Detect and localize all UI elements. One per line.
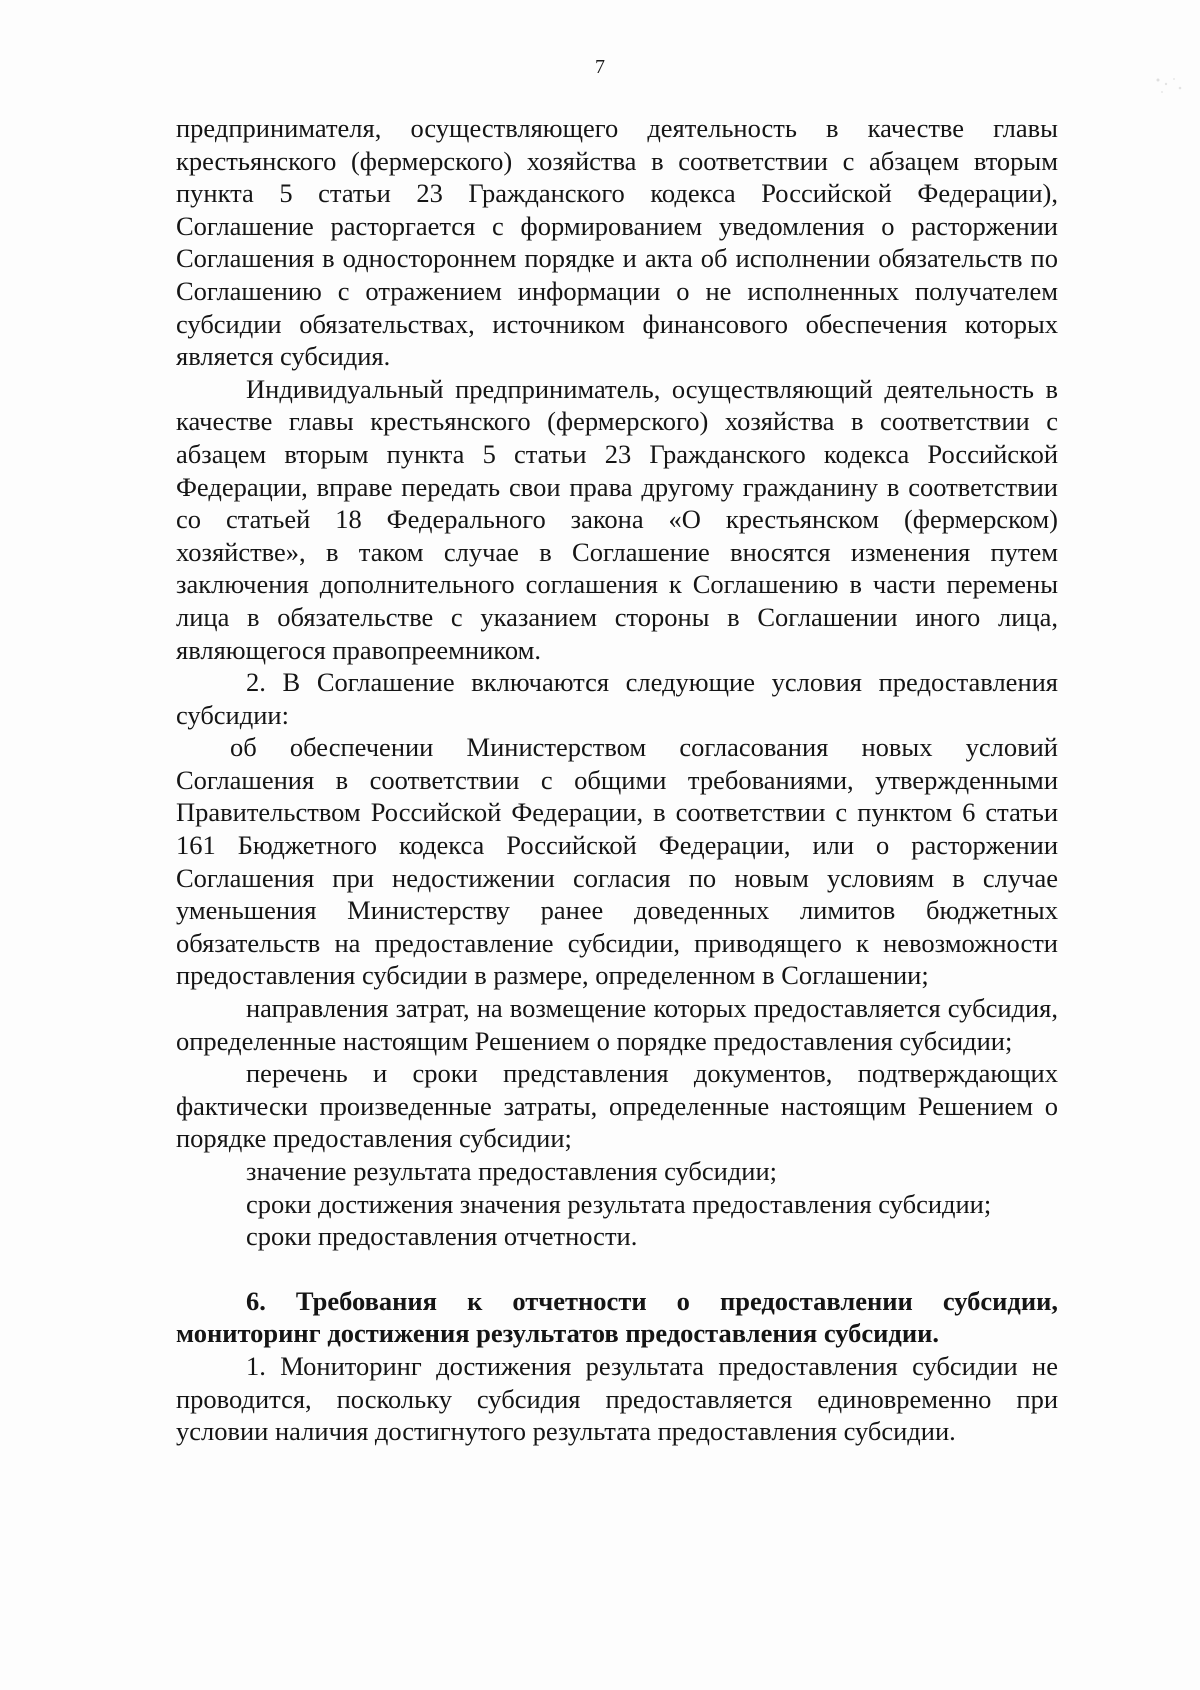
- paragraph-individual-entrepreneur: Индивидуальный предприниматель, осуществляющий деятельность в качестве главы крестьянского (фермерского) хозяйства в соответствии с абзацем вторым пункта 5 статьи 23 Гражданского кодекса Российской Федерации, вправе передать свои права другому гражданину в соответствии со статьей 18 Федерального закона «О крестьянском (фермерском) хозяйстве», в таком случае в Соглашение вносятся изменения путем заключения дополнительного соглашения к Соглашению в части перемены лица в обязательстве с указанием стороны в Соглашении иного лица, являющегося правопреемником.: [176, 373, 1058, 665]
- paragraph-monitoring: 1. Мониторинг достижения результата предоставления субсидии не проводится, поскольку субсидия предоставляется единовременно при условии наличия достигнутого результата предоставления субсидии.: [176, 1350, 1058, 1447]
- paragraph-reporting-deadlines: сроки предоставления отчетности.: [246, 1221, 638, 1252]
- section-heading: 6. Требования к отчетности о предоставлении субсидии, мониторинг достижения результатов предоставления субсидии.: [176, 1285, 1058, 1349]
- paragraph-continuation: предпринимателя, осуществляющего деятельность в качестве главы крестьянского (фермерского) хозяйства в соответствии с абзацем вторым пункта 5 статьи 23 Гражданского кодекса Российской Федерации), Соглашение расторгается с формированием уведомления о расторжении Соглашения в одностороннем порядке и акта об исполнении обязательств по Соглашению с отражением информации о не исполненных получателем субсидии обязательствах, источником финансового обеспечения которых является субсидия.: [176, 113, 1058, 372]
- document-body: [176, 112, 1058, 1448]
- paragraph-cost-directions: направления затрат, на возмещение которых предоставляется субсидия, определенные настоящим Решением о порядке предоставления субсидии;: [176, 993, 1058, 1056]
- section-gap: [176, 1253, 1058, 1285]
- paragraph-documents-list: перечень и сроки представления документов, подтверждающих фактически произведенные затраты, определенные настоящим Решением о порядке предоставления субсидии;: [176, 1058, 1058, 1154]
- paragraph-result-value: значение результата предоставления субсидии;: [246, 1156, 778, 1186]
- page-number: 7: [595, 56, 605, 78]
- paragraph-agreement-conditions: 2. В Соглашение включаются следующие условия предоставления субсидии:: [176, 667, 1058, 730]
- paragraph-result-deadlines: сроки достижения значения результата предоставления субсидии;: [246, 1188, 992, 1219]
- paragraph-ministry-approval: об обеспечении Министерством согласования новых условий Соглашения в соответствии с общими требованиями, утвержденными Правительством Российской Федерации, в соответствии с пунктом 6 статьи 161 Бюджетного кодекса Российской Федерации, или о расторжении Соглашения при недостижении согласия по новым условиям в случае уменьшения Министерству ранее доведенных лимитов бюджетных обязательств на предоставление субсидии, приводящего к невозможности предоставления субсидии в размере, определенном в Соглашении;: [176, 732, 1058, 991]
- scan-artifact: [1150, 70, 1190, 100]
